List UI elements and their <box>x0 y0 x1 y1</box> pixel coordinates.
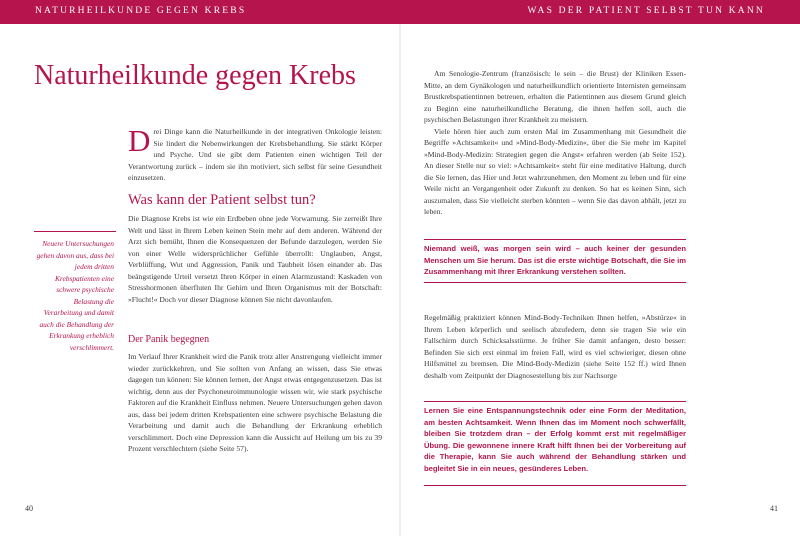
subsection-heading: Der Panik begegnen <box>128 334 210 345</box>
callout-rule-top <box>424 239 686 240</box>
page-number-right: 41 <box>770 504 778 513</box>
tip-rule-bottom <box>424 485 686 486</box>
lead-text: rei Dinge kann die Naturheilkunde in der integrativen Onkologie leisten: Sie lindert die Nebenwirkungen der Krebsbehandlung. Sie stärkt Körper und Psyche. Und sie gibt dem Patienten einen wichtigen Teil der Verantwortung zurück – indem sie ihn motiviert, sich selbst für seine Gesundheit einzusetzen. <box>128 127 382 182</box>
body-paragraph-senologie <box>424 68 686 218</box>
chapter-title: Naturheilkunde gegen Krebs <box>34 60 356 91</box>
running-header-right: WAS DER PATIENT SELBST TUN KANN <box>527 6 765 16</box>
tip-box: Lernen Sie eine Entspannungstechnik oder eine Form der Meditation, am besten Achtsamkeit. Wenn Ihnen das im Moment noch schwerfällt, bleiben Sie trotzdem dran – der Erfolg kommt erst mit regelmäßiger Übung. Die gewonnene innere Kraft hilft Ihnen bei der Vorbereitung auf die Therapie, kann Sie auch während der Behandlung stärken und begleitet Sie in ein neues, gesünderes Leben. <box>424 406 686 473</box>
body-text: Regelmäßig praktiziert können Mind-Body-Techniken Ihnen helfen, »Abstürze« in Ihrem Leben körperlich und seelisch abzufedern, denn sie tragen Sie wie ein Fallschirm durch Schicksalsstürme. Je früher Sie damit anfangen, desto besser: Befinden Sie sich erst einmal im freien Fall, wird es viel schwieriger, diesen ohne Hilfsmittel zu bremsen. Die Mind-Body-Medizin (siehe Seite 152 ff.) wird Ihnen deshalb vom Zeitpunkt der Diagnosestellung bis zur Nachsorge <box>424 313 686 380</box>
book-spine <box>399 24 401 536</box>
running-header-bar <box>0 0 800 24</box>
body-text: Viele hören hier auch zum ersten Mal im Zusammenhang mit Gesundheit die Begriffe »Achtsamkeit« und »Mind-Body-Medizin«, über die Sie mehr im Kapitel »Mind-Body-Medizin: Strategien gegen die Angst« erfahren werden (ab Seite 152). An dieser Stelle nur so viel: »Achtsamkeit« steht für eine meditative Haltung, durch die Sie lernen, das Hier und Jetzt wahrzunehmen, den Moment zu leben und für eine Weile nicht an Vergangenheit oder Zukunft zu denken. So hat es keinen Sinn, sich auszumalen, dass Sie vielleicht sterben könnten – wenn Sie das davon abhält, jetzt zu leben. <box>424 126 686 216</box>
body-paragraph-panik <box>128 351 382 455</box>
lead-paragraph <box>128 123 382 184</box>
drop-cap: D <box>128 123 151 158</box>
page-number-left: 40 <box>25 504 33 513</box>
sidenote-rule <box>34 231 116 232</box>
body-paragraph-mind-body <box>424 312 686 381</box>
tip-rule-top <box>424 401 686 402</box>
body-text: Im Verlauf Ihrer Krankheit wird die Panik trotz aller Anstrengung vielleicht immer wieder zurückkehren, und Sie sollten von Anfang an wissen, dass Sie etwas dagegen tun können: Sie können lernen, der Angst etwas entgegenzusetzen. Das ist wichtig, denn aus der Psychoneuroimmunologie wissen wir, wie stark psychische Faktoren auf die Krankheit Einfluss nehmen. Neuere Untersuchungen gehen davon aus, dass bei jedem dritten Krebspatienten eine schwere psychische Belastung die Verarbeitung und damit auch die Behandlung der Erkrankung erheblich verschlimmert. Doch eine Depression kann die Aussicht auf Heilung um bis zu 39 Prozent verschlechtern (siehe Seite 57). <box>128 352 382 453</box>
callout-quote: Niemand weiß, was morgen sein wird – auch keiner der gesunden Menschen um Sie herum. Das ist die erste wichtige Botschaft, die Sie im Zusammenhang mit Ihrer Erkrankung verstehen sollten. <box>424 244 686 276</box>
section-heading: Was kann der Patient selbst tun? <box>128 192 316 208</box>
callout-rule-bottom <box>424 282 686 283</box>
margin-note: Neuere Untersuchungen gehen davon aus, dass bei jedem dritten Krebspatienten eine schwere psychische Belastung die Verarbeitung und damit auch die Behandlung der Erkrankung erheblich verschlimmert. <box>36 239 114 352</box>
body-text: Am Senologie-Zentrum (französisch: le sein – die Brust) der Kliniken Essen-Mitte, an dem Gynäkologen und naturheilkundlich orientierte Internisten gemeinsam Brustkrebspatientinnen betreuen, erhalten die Patientinnen aus diesem Grund gleich zu Beginn eine naturheilkundliche Beratung, die ihnen helfen soll, auch die psychischen Belastungen ihrer Krankheit zu meistern. <box>424 69 686 124</box>
body-text: Die Diagnose Krebs ist wie ein Erdbeben ohne jede Vorwarnung. Sie zerreißt Ihre Welt und lässt in Ihrem Leben keinen Stein mehr auf dem anderen. Während der Arzt sich bemüht, Ihnen die Konsequenzen der Befunde darzulegen, werden Sie von einer Welle widersprüchlicher Gefühle überrollt: Unglauben, Angst, Verblüffung, Wut und Aggression, Panik und Taubheit lösen einander ab. Das beängstigende Urteil versetzt Ihren Körper in einen Alarmzustand: Kaskaden von Stresshormonen überfluten Ihr Gehirn und Ihren Organismus mit der Botschaft: »Flucht!« Doch vor dieser Diagnose können Sie nicht davonlaufen. <box>128 214 382 304</box>
body-paragraph-diagnose <box>128 213 382 305</box>
running-header-left: NATURHEILKUNDE GEGEN KREBS <box>35 6 247 16</box>
